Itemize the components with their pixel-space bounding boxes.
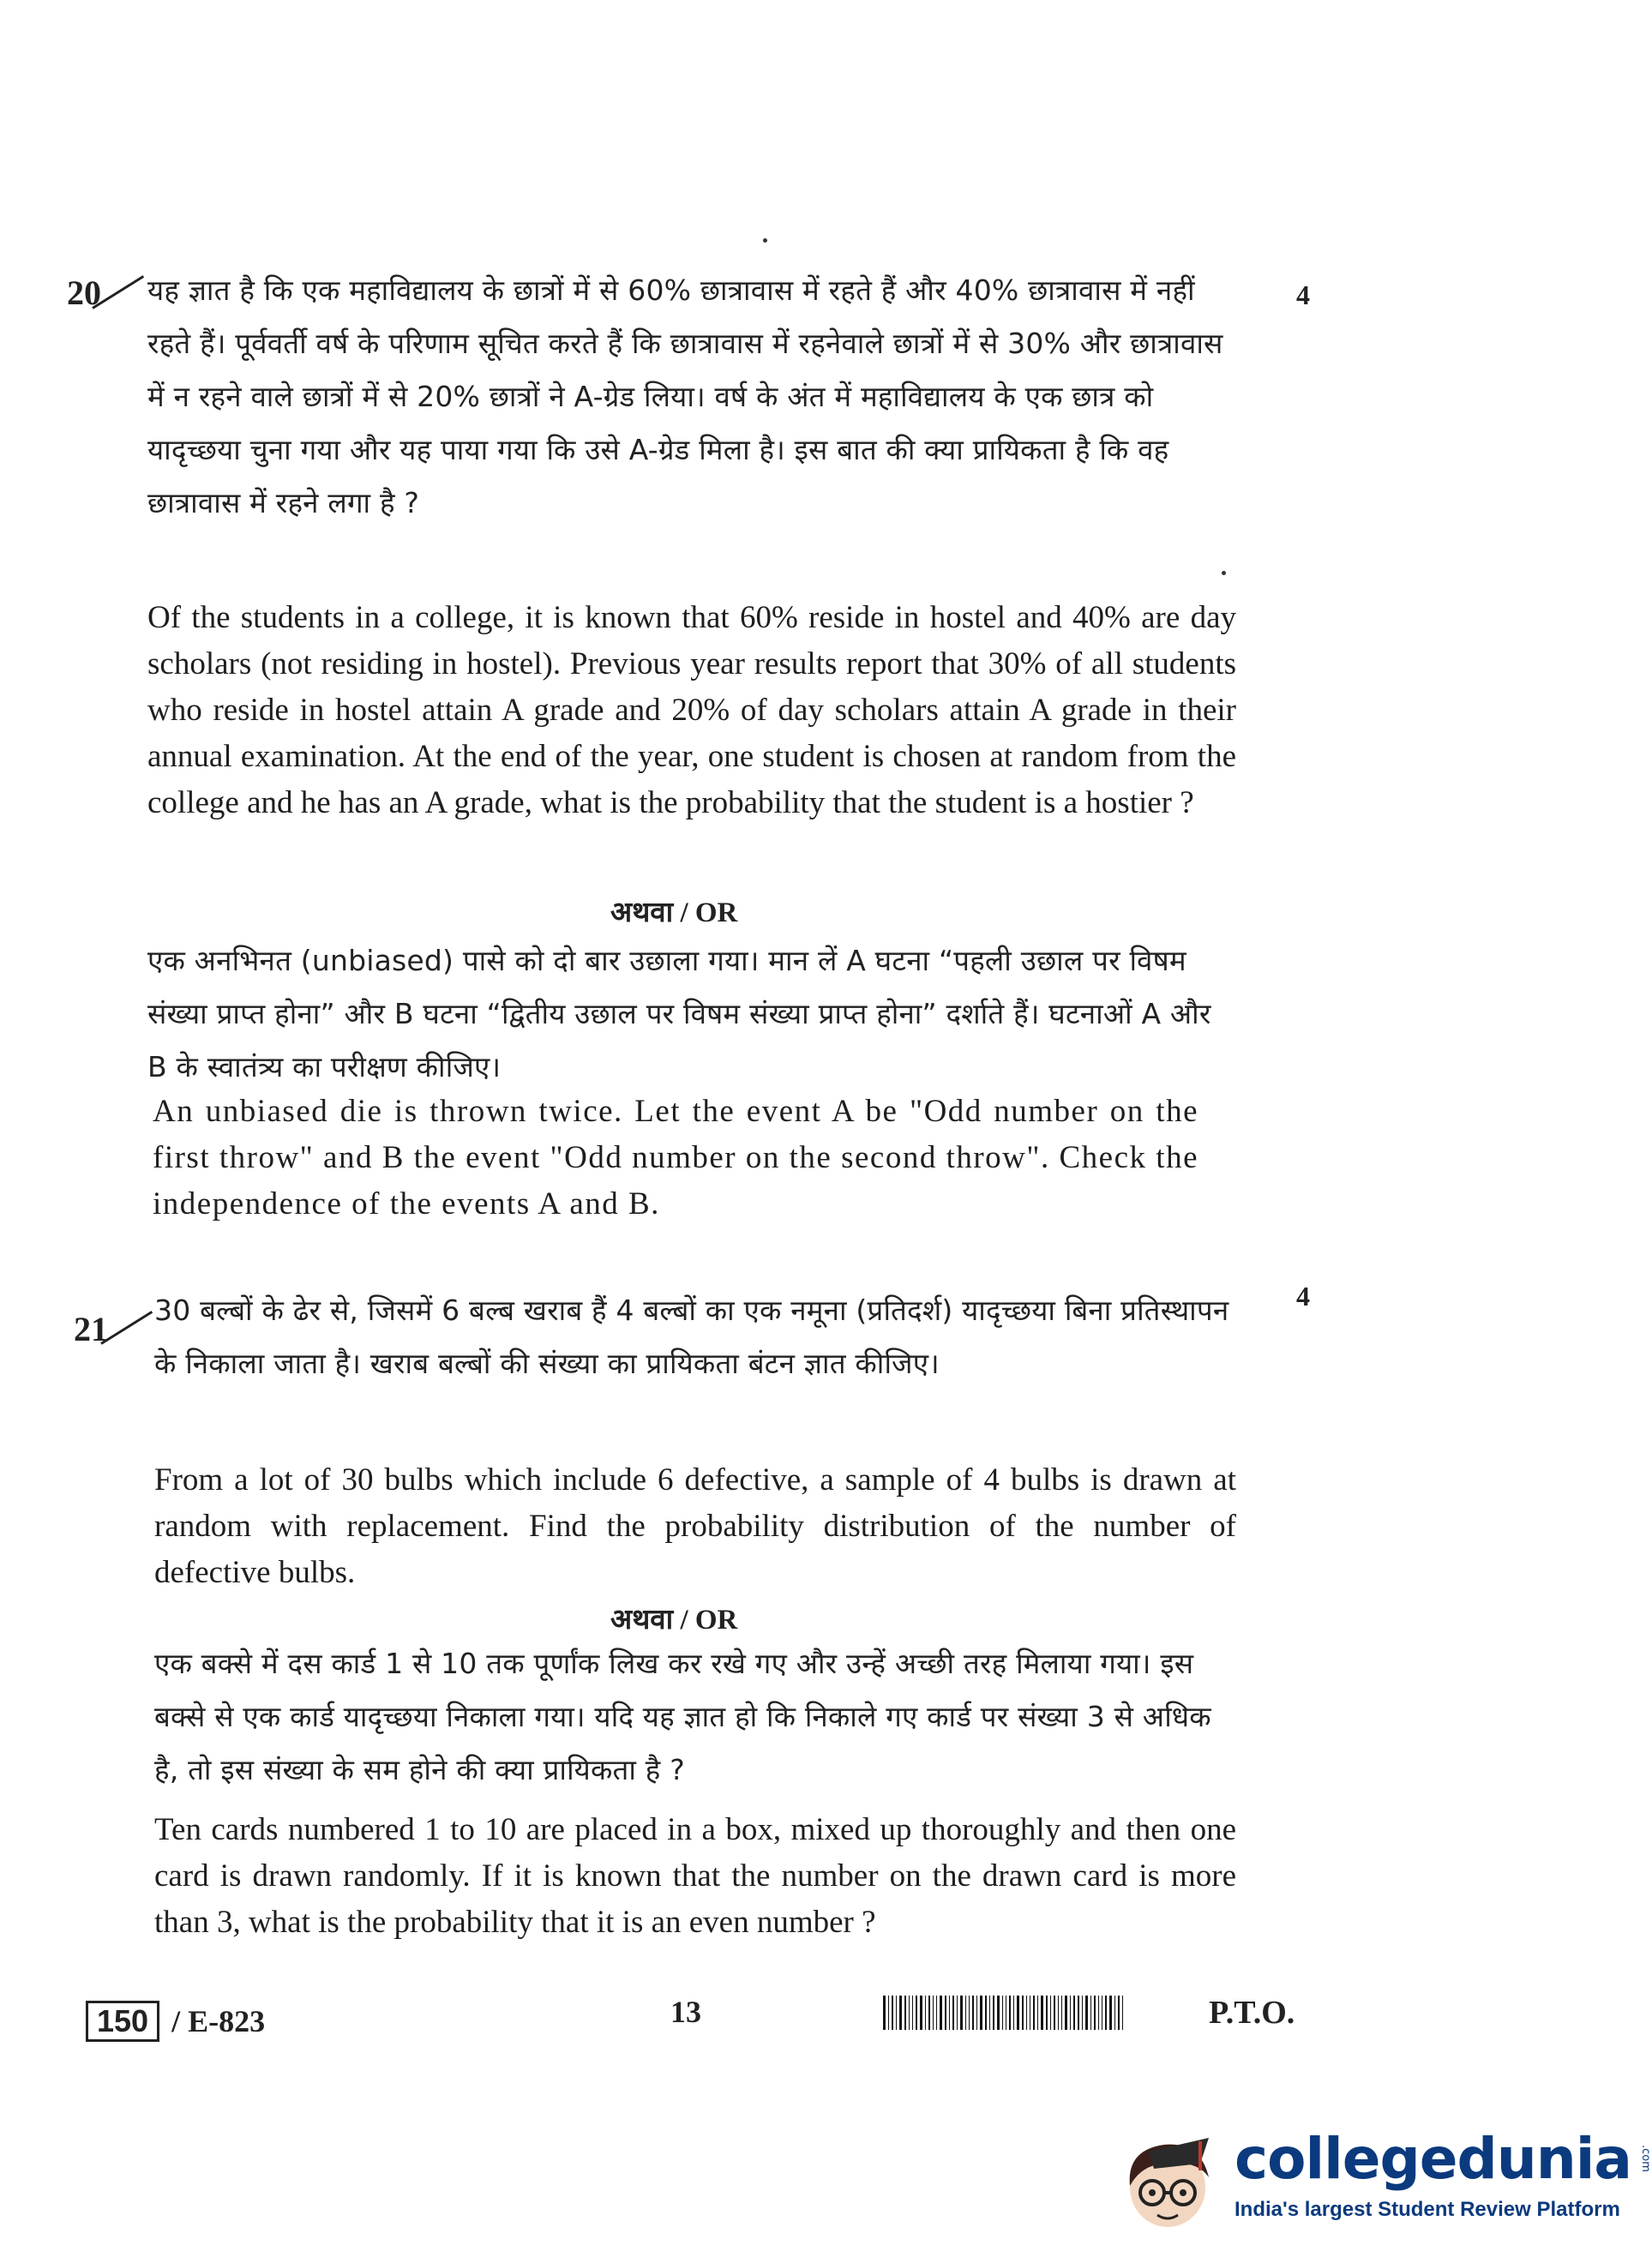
barcode-bar	[1033, 1996, 1035, 2030]
barcode-bar	[957, 1996, 958, 2030]
barcode-bar	[1105, 1996, 1107, 2030]
barcode-bar	[980, 1996, 982, 2030]
barcode-bar	[928, 1996, 930, 2030]
collegedunia-watermark	[1114, 2126, 1652, 2246]
pto-label: P.T.O.	[1209, 1995, 1295, 2031]
barcode-bar	[936, 1996, 937, 2030]
barcode-bar	[969, 1996, 970, 2030]
print-speck	[763, 238, 767, 243]
or-hindi-text: एक बक्से में दस कार्ड 1 से 10 तक पूर्णांक लिख कर रखे गए और उन्हें अच्छी तरह मिलाया गया। इस बक्से से एक कार्ड यादृच्छया निकाला गया। यदि यह ज्ञात हो कि निकाले गए कार्ड पर संख्या 3 से अधिक है, तो इस संख्या के सम होने की क्या प्रायिकता है ?	[154, 1647, 1211, 1786]
question-tick-mark	[100, 1311, 153, 1345]
barcode-bar	[1073, 1996, 1075, 2030]
paper-code	[86, 2001, 265, 2042]
barcode-bar	[1085, 1996, 1088, 2030]
barcode-bar	[993, 1996, 994, 2030]
barcode-bar	[1078, 1996, 1079, 2030]
barcode-bar	[1082, 1996, 1083, 2030]
or-english-text: An unbiased die is thrown twice. Let the event A be "Odd number on the first throw" and B the event "Odd number on the second throw". Check the independence of the events A and B.	[153, 1094, 1198, 1222]
barcode-bar	[1109, 1996, 1112, 2030]
barcode-bar	[1098, 1996, 1099, 2030]
or-hindi-text: एक अनभिनत (unbiased) पासे को दो बार उछाला गया। मान लें A घटना “पहली उछाल पर विषम संख्या प्राप्त होना” और B घटना “द्वितीय उछाल पर विषम संख्या प्राप्त होना” दर्शाते हैं। घटनाओं A और B के स्वातंत्र्य का परीक्षण कीजिए।	[147, 944, 1211, 1083]
paper-code-text: / E-823	[171, 2004, 266, 2038]
barcode-bar	[1058, 1996, 1059, 2030]
question-hindi-text: 30 बल्बों के ढेर से, जिसमें 6 बल्ब खराब हैं 4 बल्बों का एक नमूना (प्रतिदर्श) यादृच्छया बिना प्रतिस्थापन के निकाला जाता है। खराब बल्बों की संख्या का प्रायिकता बंटन ज्ञात कीजिए।	[154, 1294, 1229, 1380]
barcode-bar	[904, 1996, 906, 2030]
page-number: 13	[670, 1995, 701, 2029]
box-number: 150	[86, 2001, 159, 2042]
barcode-bar	[899, 1996, 902, 2030]
barcode-bar	[1122, 1996, 1123, 2030]
barcode-bar	[976, 1996, 977, 2030]
barcode-bar	[940, 1996, 942, 2030]
barcode-bar	[1013, 1996, 1014, 2030]
brand-com: .com	[1639, 2145, 1652, 2172]
barcode-bar	[888, 1996, 889, 2030]
barcode-bar	[912, 1996, 913, 2030]
or-label: अथवा / OR	[610, 897, 738, 928]
barcode-bar	[989, 1996, 990, 2030]
barcode-bar	[1050, 1996, 1051, 2030]
barcode-bar	[960, 1996, 963, 2030]
question-marks: 4	[1296, 1281, 1310, 1312]
barcode-bar	[1009, 1996, 1011, 2030]
print-speck	[1222, 571, 1226, 575]
barcode	[883, 1996, 1174, 2030]
barcode-bar	[1090, 1996, 1091, 2030]
question-hindi-text: यह ज्ञात है कि एक महाविद्यालय के छात्रों में से 60% छात्रावास में रहते हैं और 40% छात्रावास में नहीं रहते हैं। पूर्ववर्ती वर्ष के परिणाम सूचित करते हैं कि छात्रावास में रहनेवाले छात्रों में से 30% और छात्रावास में न रहने वाले छात्रों में से 20% छात्रों ने A-ग्रेड लिया। वर्ष के अंत में महाविद्यालय के एक छात्र को यादृच्छया चुना गया और यह पाया गया कि उसे A-ग्रेड मिला है। इस बात की क्या प्रायिकता है कि वह छात्रावास में रहने लगा है ?	[147, 273, 1223, 519]
barcode-bar	[985, 1996, 987, 2030]
barcode-bar	[920, 1996, 922, 2030]
barcode-bar	[1022, 1996, 1024, 2030]
brand-tagline: India's largest Student Review Platform	[1234, 2198, 1620, 2221]
barcode-bar	[997, 1996, 1000, 2030]
barcode-bar	[1070, 1996, 1071, 2030]
brand-name: collegedunia	[1234, 2126, 1631, 2192]
question-number: 20	[67, 273, 101, 312]
or-label: अथवा / OR	[610, 1605, 738, 1636]
barcode-bar	[952, 1996, 954, 2030]
barcode-bar	[909, 1996, 910, 2030]
barcode-bar	[933, 1996, 934, 2030]
barcode-bar	[949, 1996, 950, 2030]
or-english-text: Ten cards numbered 1 to 10 are placed in a box, mixed up thoroughly and then one card is drawn randomly. If it is known that the number on the drawn card is more than 3, what is the probability that it is an even number ?	[154, 1812, 1236, 1940]
question-marks: 4	[1296, 279, 1310, 310]
question-english-text: From a lot of 30 bulbs which include 6 defective, a sample of 4 bulbs is drawn at random with replacement. Find the probability distribution of the number of defective bulbs.	[154, 1462, 1236, 1590]
barcode-bar	[925, 1996, 926, 2030]
student-mascot-icon	[1114, 2126, 1226, 2246]
barcode-bar	[1118, 1996, 1120, 2030]
barcode-bar	[1046, 1996, 1048, 2030]
barcode-bar	[945, 1996, 946, 2030]
question-number: 21	[74, 1310, 108, 1348]
barcode-bar	[916, 1996, 917, 2030]
barcode-bar	[892, 1996, 893, 2030]
barcode-bar	[1037, 1996, 1038, 2030]
barcode-bar	[896, 1996, 897, 2030]
barcode-bar	[1065, 1996, 1067, 2030]
question-english-text: Of the students in a college, it is known that 60% reside in hostel and 40% are day scholars (not residing in hostel). Previous year results report that 30% of all students who reside in hostel attain A grade and 20% of day scholars attain A grade in their annual examination. At the end of the year, one student is chosen at random from the college and he has an A grade, what is the probability that the student is a hostier ?	[147, 600, 1236, 820]
barcode-bar	[1026, 1996, 1027, 2030]
barcode-bar	[1002, 1996, 1003, 2030]
barcode-bar	[1054, 1996, 1055, 2030]
barcode-bar	[1094, 1996, 1096, 2030]
barcode-bar	[1114, 1996, 1115, 2030]
barcode-bar	[965, 1996, 966, 2030]
barcode-bar	[972, 1996, 974, 2030]
barcode-bar	[1061, 1996, 1062, 2030]
barcode-bar	[1041, 1996, 1043, 2030]
barcode-bar	[883, 1996, 886, 2030]
barcode-bar	[1017, 1996, 1019, 2030]
